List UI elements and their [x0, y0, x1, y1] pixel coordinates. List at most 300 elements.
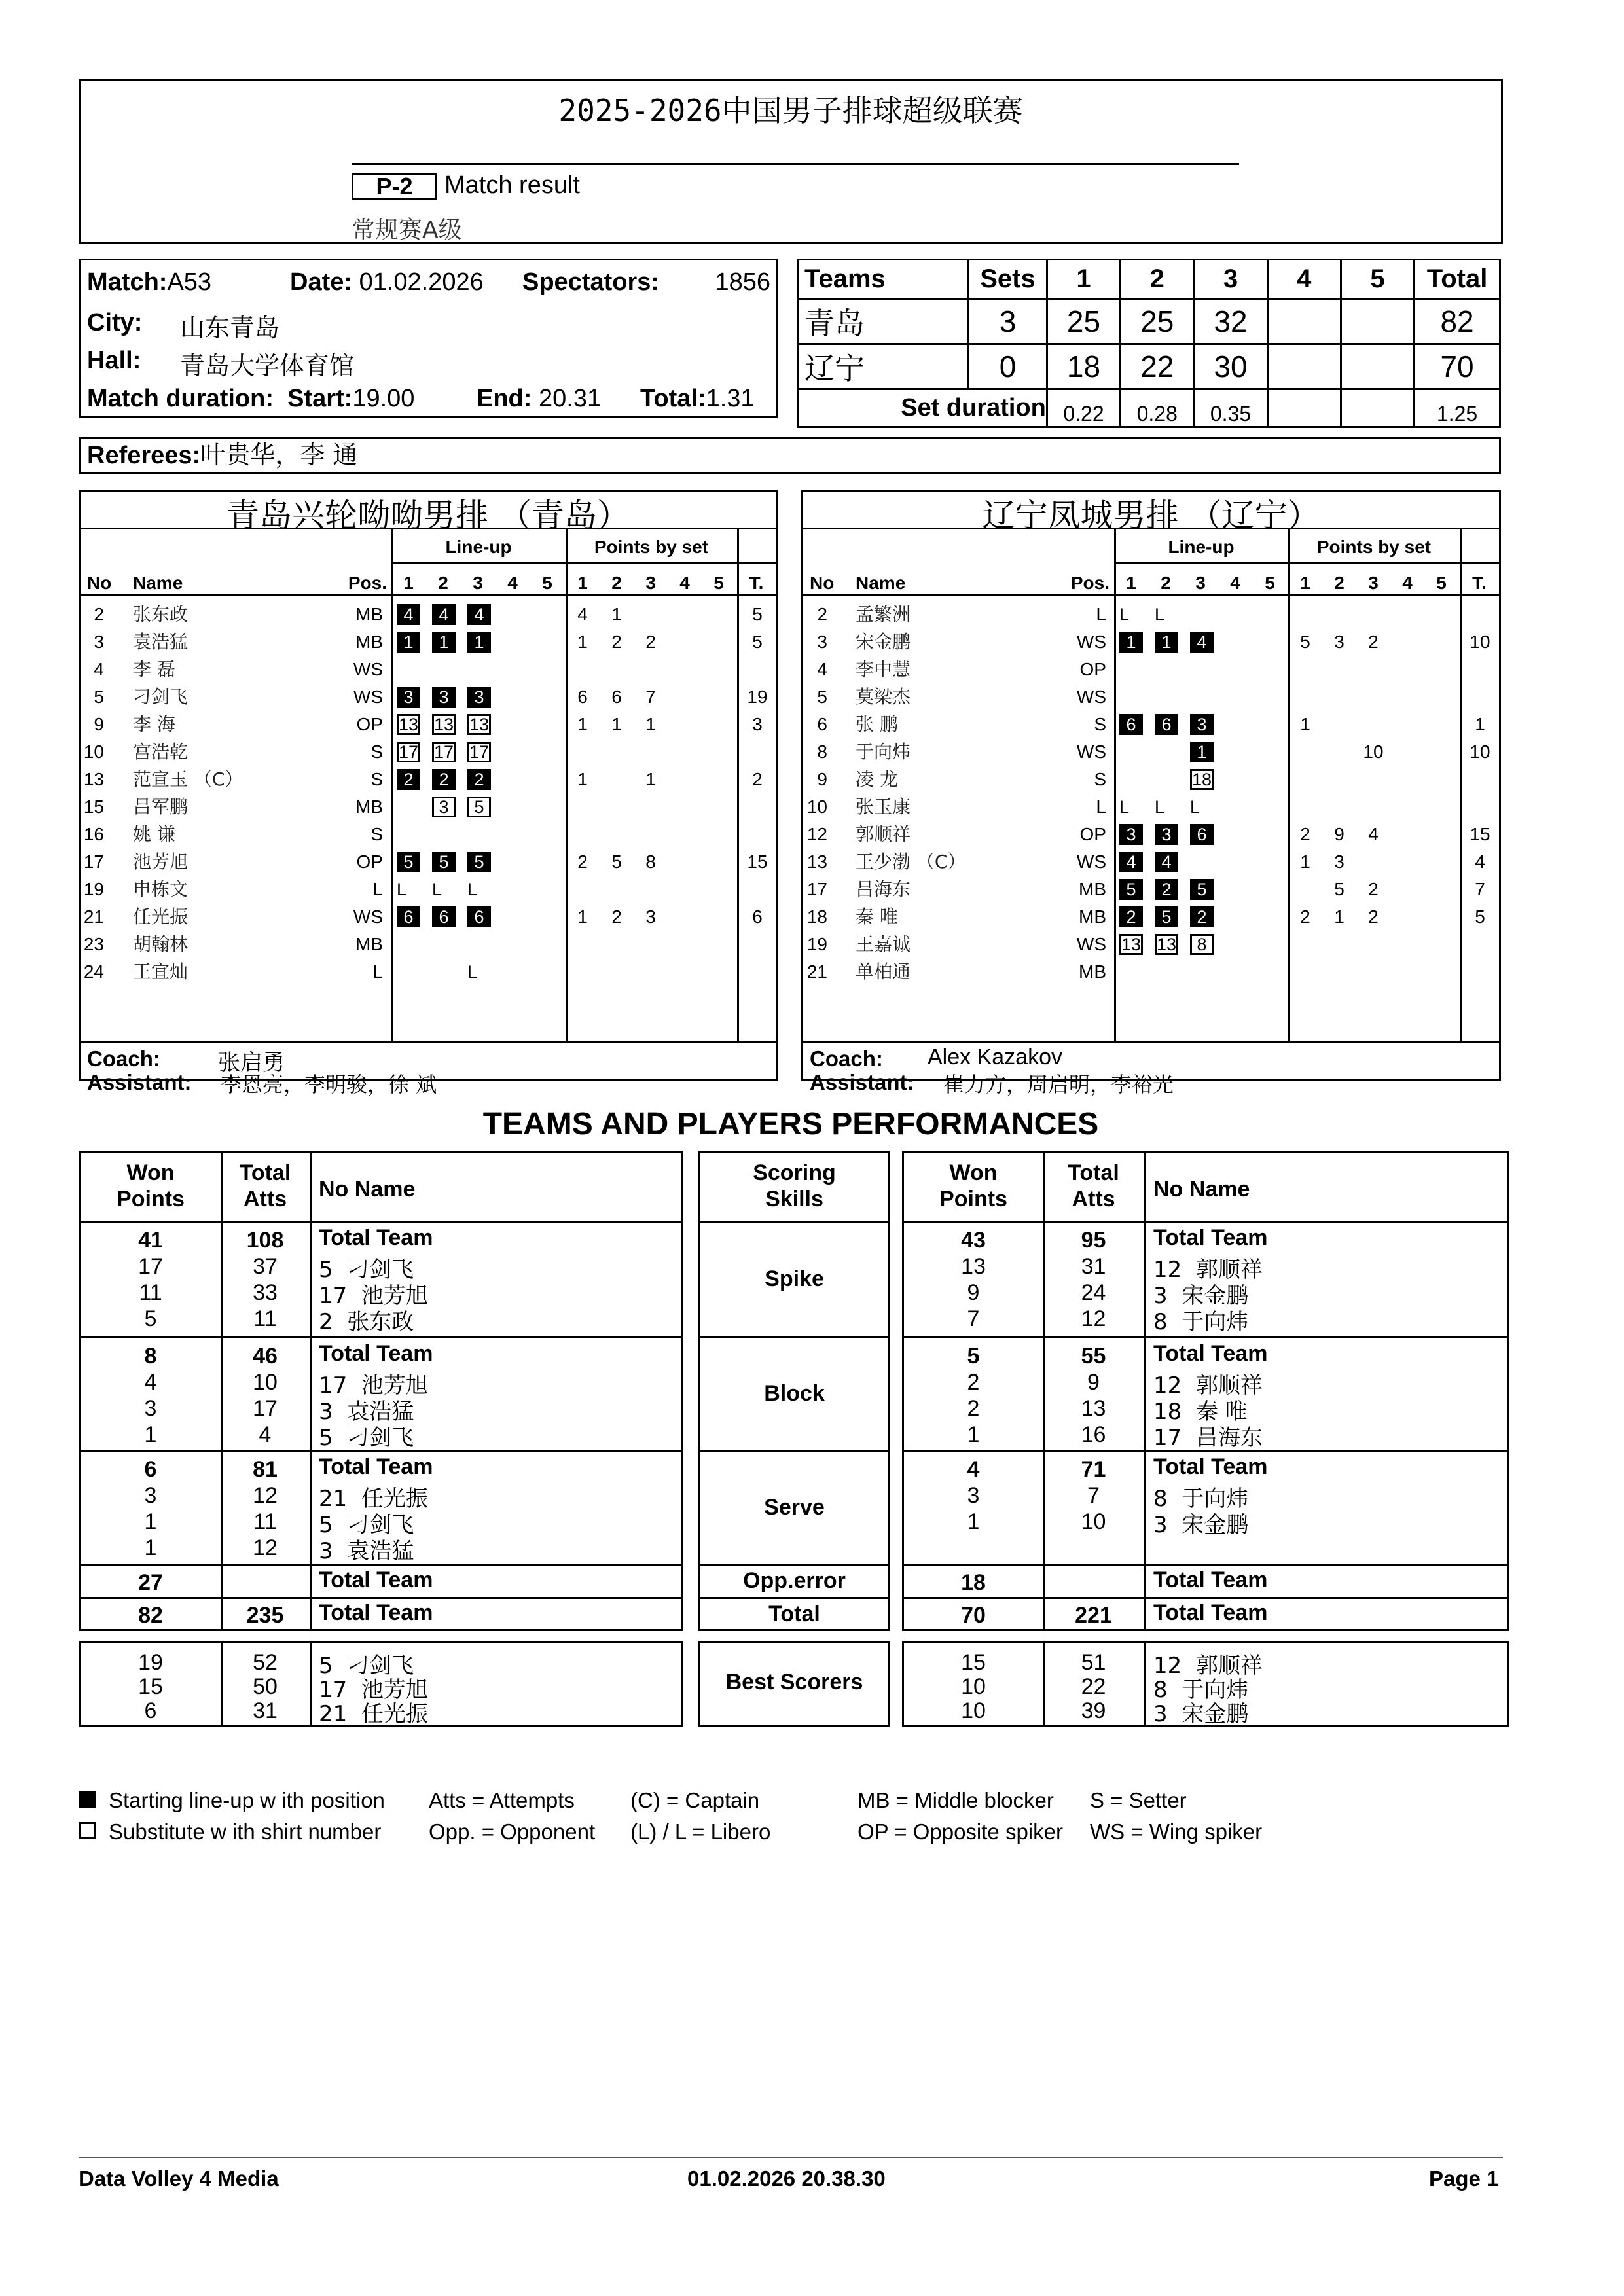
col-points-set: 2: [611, 573, 622, 593]
player-number: 6: [817, 714, 827, 734]
performances-title: TEAMS AND PLAYERS PERFORMANCES: [482, 1107, 1099, 1141]
divider: [700, 1564, 888, 1566]
player-position: OP: [1079, 824, 1106, 844]
divider: [700, 1597, 888, 1599]
divider: [904, 1221, 1507, 1223]
competition-title: 2025-2026中国男子排球超级联赛: [558, 93, 1023, 128]
set-points: 4: [1368, 824, 1379, 844]
set-points: 2: [1300, 824, 1310, 844]
player-name: 王嘉诚: [856, 933, 911, 955]
legend-ws: WS = Wing spiker: [1090, 1820, 1263, 1844]
player-position: WS: [1076, 742, 1106, 762]
won-points: 3: [144, 1483, 157, 1508]
team-short-name: 青岛: [799, 299, 969, 344]
won-points: 3: [144, 1396, 157, 1421]
lineup-start: 1: [1155, 632, 1178, 653]
set-points: 2: [577, 852, 588, 872]
player-or-team: 5 刁剑飞: [319, 1425, 414, 1451]
header-total-atts: Total Atts: [239, 1160, 291, 1211]
set-points: 1: [645, 769, 656, 789]
set-points: 1: [577, 632, 588, 652]
total-attempts: 39: [1081, 1698, 1106, 1723]
lineup-sub: 13: [1119, 934, 1143, 955]
total-time: 1.31: [706, 385, 755, 412]
player-or-team: 3 袁浩猛: [319, 1538, 414, 1564]
player-or-team: 17 池芳旭: [319, 1372, 428, 1399]
lineup-libero: L: [432, 880, 442, 899]
player-total-points: 15: [747, 852, 768, 872]
player-position: MB: [355, 934, 383, 954]
player-position: MB: [355, 797, 383, 817]
player-or-team: 12 郭顺祥: [1153, 1257, 1263, 1283]
set-score: 30: [1194, 344, 1267, 389]
set-score: 70: [1415, 344, 1500, 389]
total-attempts: 52: [253, 1650, 278, 1675]
city-label: City:: [87, 309, 143, 336]
lineup-start: 2: [467, 769, 491, 790]
player-total-points: 5: [752, 632, 763, 652]
player-number: 2: [817, 604, 827, 624]
scoreboard: [797, 259, 1501, 428]
match-number: A53: [167, 268, 212, 296]
divider: [81, 1221, 681, 1223]
player-name: 袁浩猛: [133, 631, 189, 653]
player-number: 9: [817, 769, 827, 789]
set-score: 32: [1194, 299, 1267, 344]
player-number: 10: [83, 742, 104, 762]
set-score: 18: [1047, 344, 1120, 389]
match-info: [79, 259, 778, 418]
player-row: [803, 656, 1499, 683]
lineup-start: 3: [1190, 714, 1214, 735]
won-points: 2: [967, 1370, 980, 1395]
player-position: WS: [353, 906, 383, 927]
lineup-start: 4: [1119, 852, 1143, 872]
footer-divider: [79, 2157, 1503, 2158]
player-number: 18: [806, 906, 827, 927]
report-code: P-2: [352, 173, 437, 200]
player-row: [81, 876, 776, 903]
player-or-team: Total Team: [1153, 1600, 1268, 1625]
col-lineup-set: 5: [1265, 573, 1275, 593]
player-total-points: 15: [1470, 824, 1490, 844]
skill-label: Total: [768, 1602, 820, 1626]
lineup-start: 5: [432, 852, 456, 872]
player-total-points: 5: [1475, 906, 1485, 927]
set-points: 2: [1368, 906, 1379, 927]
player-number: 13: [83, 769, 104, 789]
set-duration: 1.25: [1415, 389, 1500, 427]
divider: [1114, 562, 1499, 564]
best-scorer: 21 任光振: [319, 1701, 428, 1727]
player-name: 宫浩乾: [133, 741, 189, 762]
player-position: L: [372, 961, 383, 982]
col-lineup-set: 1: [1126, 573, 1136, 593]
player-name: 秦 唯: [856, 906, 898, 927]
won-points: 6: [144, 1698, 157, 1723]
legend-start: Starting line-up w ith position: [109, 1788, 385, 1812]
lineup-start: 1: [397, 632, 420, 653]
filled-square-icon: [79, 1791, 96, 1808]
best-scorer: 8 于向炜: [1153, 1677, 1249, 1703]
col-no: No: [810, 573, 835, 593]
won-points: 7: [967, 1306, 980, 1331]
total-attempts: 11: [253, 1509, 277, 1534]
column-divider: [1144, 1643, 1146, 1725]
total-attempts: 51: [1081, 1650, 1106, 1675]
best-scorer: 17 池芳旭: [319, 1677, 428, 1703]
set-points: 10: [1363, 742, 1384, 762]
lineup-start: 3: [432, 687, 456, 708]
player-position: S: [370, 824, 383, 844]
set-points: 2: [1368, 879, 1379, 899]
header-won-points: Won Points: [939, 1160, 1007, 1211]
player-number: 4: [94, 659, 104, 679]
header-no-name: No Name: [319, 1177, 416, 1202]
total-attempts: 33: [253, 1280, 278, 1305]
header-won-points: Won Points: [117, 1160, 185, 1211]
set-points: 1: [611, 714, 622, 734]
section-header-lineup: Line-up: [445, 537, 512, 557]
won-points: 4: [967, 1457, 980, 1482]
player-position: S: [370, 742, 383, 762]
set-points: 1: [577, 769, 588, 789]
player-or-team: 17 池芳旭: [319, 1283, 428, 1309]
coach-name: Alex Kazakov: [928, 1045, 1062, 1069]
scoreboard-header: Teams: [799, 260, 969, 299]
won-points: 10: [961, 1698, 986, 1723]
player-name: 张玉康: [856, 796, 911, 817]
player-name: 单柏通: [856, 961, 911, 982]
skill-label: Serve: [764, 1494, 825, 1520]
player-name: 莫梁杰: [856, 686, 911, 708]
lineup-start: 2: [1119, 906, 1143, 927]
match-date: 01.02.2026: [359, 268, 484, 296]
player-total-points: 6: [752, 906, 763, 927]
divider: [803, 528, 1499, 529]
lineup-start: 4: [1190, 632, 1214, 653]
divider: [81, 1041, 776, 1043]
player-row: [803, 766, 1499, 793]
player-row: [803, 683, 1499, 711]
col-points-set: 3: [1368, 573, 1379, 593]
player-number: 19: [806, 934, 827, 954]
divider: [700, 1221, 888, 1223]
col-lineup-set: 2: [438, 573, 448, 593]
col-points-set: 4: [679, 573, 690, 593]
phase: 常规赛A级: [352, 217, 462, 243]
date-label: Date:: [290, 268, 353, 296]
player-row: [803, 903, 1499, 931]
player-row: [81, 628, 776, 656]
won-points: 1: [144, 1535, 157, 1560]
won-points: 18: [961, 1570, 986, 1595]
lineup-start: 5: [1119, 879, 1143, 900]
set-points: 1: [577, 714, 588, 734]
total-attempts: 7: [1087, 1483, 1100, 1508]
player-total-points: 2: [752, 769, 763, 789]
total-attempts: 24: [1081, 1280, 1106, 1305]
player-position: S: [1094, 769, 1106, 789]
legend-sub: Substitute w ith shirt number: [109, 1820, 382, 1844]
divider: [81, 594, 776, 596]
player-position: OP: [356, 714, 383, 734]
player-or-team: 21 任光振: [319, 1486, 428, 1512]
set-score: 3: [969, 299, 1047, 344]
player-row: [81, 958, 776, 986]
lineup-libero: L: [467, 962, 478, 982]
player-row: [81, 903, 776, 931]
won-points: 3: [967, 1483, 980, 1508]
assistant-label: Assistant:: [87, 1070, 192, 1094]
divider: [81, 1564, 681, 1566]
set-points: 3: [645, 906, 656, 927]
column-divider: [1144, 1153, 1146, 1629]
lineup-sub: 3: [432, 797, 456, 817]
player-or-team: Total Team: [1153, 1454, 1268, 1479]
lineup-sub: 13: [432, 714, 456, 735]
coach-label: Coach:: [87, 1047, 160, 1071]
won-points: 17: [138, 1254, 163, 1279]
player-total-points: 4: [1475, 852, 1485, 872]
coach-label: Coach:: [810, 1047, 883, 1071]
won-points: 15: [138, 1674, 163, 1699]
col-lineup-set: 4: [1230, 573, 1240, 593]
player-name: 池芳旭: [133, 851, 189, 872]
lineup-libero: L: [397, 880, 407, 899]
divider: [81, 1336, 681, 1338]
lineup-start: 6: [1190, 824, 1214, 845]
set-points: 5: [1334, 879, 1344, 899]
total-attempts: 12: [1081, 1306, 1106, 1331]
player-number: 10: [806, 797, 827, 817]
player-number: 3: [94, 632, 104, 652]
total-attempts: 31: [253, 1698, 278, 1723]
start-label: Start:: [287, 385, 353, 412]
set-points: 1: [1334, 906, 1344, 927]
player-number: 2: [94, 604, 104, 624]
won-points: 10: [961, 1674, 986, 1699]
col-points-set: 5: [713, 573, 724, 593]
lineup-start: 4: [1155, 852, 1178, 872]
total-attempts: 12: [253, 1535, 278, 1560]
lineup-libero: L: [1155, 797, 1165, 817]
set-score: [1267, 344, 1341, 389]
lineup-start: 1: [1119, 632, 1143, 653]
won-points: 2: [967, 1396, 980, 1421]
player-name: 李 海: [133, 713, 175, 735]
player-position: L: [1096, 797, 1106, 817]
legend-s: S = Setter: [1090, 1788, 1187, 1812]
player-row: [81, 848, 776, 876]
col-points-set: 3: [645, 573, 656, 593]
team-short-name: 辽宁: [799, 344, 969, 389]
divider: [904, 1597, 1507, 1599]
section-header-points: Points by set: [594, 537, 709, 557]
total-attempts: 108: [246, 1228, 284, 1253]
player-number: 23: [83, 934, 104, 954]
player-row: [803, 931, 1499, 958]
set-points: 8: [645, 852, 656, 872]
home-performance: [79, 1151, 683, 1631]
report-name: Match result: [444, 171, 580, 199]
lineup-start: 2: [1155, 879, 1178, 900]
lineup-start: 3: [1155, 824, 1178, 845]
skill-label: Opp.error: [743, 1568, 846, 1593]
player-position: S: [370, 769, 383, 789]
lineup-start: 4: [467, 604, 491, 625]
player-or-team: Total Team: [319, 1600, 433, 1625]
player-row: [803, 628, 1499, 656]
hall: 青岛大学体育馆: [180, 351, 355, 380]
player-row: [81, 656, 776, 683]
set-duration: 0.35: [1194, 389, 1267, 427]
won-points: 19: [138, 1650, 163, 1675]
won-points: 41: [138, 1228, 163, 1253]
won-points: 1: [144, 1422, 157, 1447]
set-score: [1341, 344, 1414, 389]
lineup-start: 5: [397, 852, 420, 872]
set-duration: [1341, 389, 1414, 427]
hall-label: Hall:: [87, 347, 141, 374]
set-points: 9: [1334, 824, 1344, 844]
player-or-team: Total Team: [1153, 1225, 1268, 1250]
player-position: OP: [356, 852, 383, 872]
total-attempts: 81: [253, 1457, 278, 1482]
section-header-lineup: Line-up: [1168, 537, 1235, 557]
player-position: WS: [1076, 852, 1106, 872]
player-number: 16: [83, 824, 104, 844]
col-lineup-set: 1: [403, 573, 414, 593]
set-score: 82: [1415, 299, 1500, 344]
lineup-sub: 17: [397, 742, 420, 762]
footer-timestamp: 01.02.2026 20.38.30: [687, 2166, 886, 2191]
col-points-set: 1: [577, 573, 588, 593]
lineup-start: 3: [467, 687, 491, 708]
player-or-team: 5 刁剑飞: [319, 1257, 414, 1283]
lineup-start: 5: [1155, 906, 1178, 927]
player-or-team: 3 袁浩猛: [319, 1399, 414, 1425]
lineup-sub: 13: [397, 714, 420, 735]
away-best-scorers: [902, 1641, 1509, 1727]
player-name: 李 磊: [133, 658, 175, 680]
player-total-points: 3: [752, 714, 763, 734]
set-points: 6: [577, 687, 588, 707]
best-scorers-label: Best Scorers: [725, 1670, 863, 1695]
away-performance: [902, 1151, 1509, 1631]
total-attempts: 13: [1081, 1396, 1106, 1421]
won-points: 82: [138, 1603, 163, 1628]
col-points-set: 4: [1402, 573, 1413, 593]
set-points: 7: [645, 687, 656, 707]
set-points: 4: [577, 604, 588, 624]
lineup-sub: 17: [432, 742, 456, 762]
lineup-libero: L: [1155, 605, 1165, 624]
total-attempts: 221: [1075, 1603, 1112, 1628]
home-team-roster: [79, 490, 778, 1097]
lineup-start: 5: [1190, 879, 1214, 900]
lineup-libero: L: [1119, 605, 1130, 624]
divider: [81, 528, 776, 529]
player-name: 姚 谦: [133, 823, 175, 845]
empty-square-icon: [79, 1822, 96, 1839]
player-row: [81, 931, 776, 958]
lineup-start: 4: [397, 604, 420, 625]
player-name: 孟繁洲: [856, 603, 911, 625]
lineup-sub: 5: [467, 797, 491, 817]
set-points: 6: [611, 687, 622, 707]
home-best-scorers: [79, 1641, 683, 1727]
player-total-points: 1: [1475, 714, 1485, 734]
assistant-names: 李恩亮，李明骏，徐 斌: [221, 1072, 437, 1097]
won-points: 1: [967, 1509, 980, 1534]
spectators-label: Spectators:: [522, 268, 660, 296]
lineup-start: 6: [432, 906, 456, 927]
lineup-sub: 13: [1155, 934, 1178, 955]
team-name: 青岛兴轮呦呦男排 （青岛）: [226, 497, 630, 535]
player-total-points: 10: [1470, 632, 1490, 652]
total-attempts: 95: [1081, 1228, 1106, 1253]
player-number: 3: [817, 632, 827, 652]
total-attempts: 4: [259, 1422, 272, 1447]
player-number: 13: [806, 852, 827, 872]
player-position: L: [372, 879, 383, 899]
player-name: 申栋文: [133, 878, 189, 900]
player-number: 19: [83, 879, 104, 899]
col-points-set: 2: [1334, 573, 1344, 593]
player-position: MB: [1079, 879, 1106, 899]
total-attempts: 50: [253, 1674, 278, 1699]
total-attempts: 9: [1087, 1370, 1100, 1395]
set-points: 1: [1300, 852, 1310, 872]
lineup-libero: L: [1119, 797, 1130, 817]
won-points: 1: [144, 1509, 157, 1534]
divider: [904, 1336, 1507, 1338]
scoreboard-header: Total: [1415, 260, 1500, 299]
lineup-sub: 8: [1190, 934, 1214, 955]
header-no-name: No Name: [1153, 1177, 1250, 1202]
legend-captain: (C) = Captain: [630, 1788, 760, 1812]
lineup-start: 6: [1155, 714, 1178, 735]
player-row: [803, 821, 1499, 848]
total-attempts: 71: [1081, 1457, 1106, 1482]
lineup-start: 1: [1190, 742, 1214, 762]
col-pos: Pos.: [1070, 573, 1110, 593]
total-attempts: 16: [1081, 1422, 1106, 1447]
player-total-points: 19: [747, 687, 768, 707]
player-position: WS: [1076, 632, 1106, 652]
col-total: T.: [749, 573, 764, 593]
player-number: 5: [817, 687, 827, 707]
player-row: [803, 848, 1499, 876]
lineup-start: 6: [397, 906, 420, 927]
player-row: [803, 738, 1499, 766]
referees: [79, 437, 1501, 474]
player-name: 于向炜: [856, 741, 911, 762]
set-points: 1: [1300, 714, 1310, 734]
divider: [803, 1041, 1499, 1043]
set-duration: 0.22: [1047, 389, 1120, 427]
won-points: 27: [138, 1570, 163, 1595]
player-row: [803, 958, 1499, 986]
player-name: 凌 龙: [856, 768, 898, 790]
won-points: 5: [144, 1306, 157, 1331]
referees-label: Referees:: [87, 442, 201, 469]
won-points: 5: [967, 1344, 980, 1369]
end-label: End:: [477, 385, 532, 412]
won-points: 1: [967, 1422, 980, 1447]
coach-name: 张启勇: [218, 1050, 285, 1076]
